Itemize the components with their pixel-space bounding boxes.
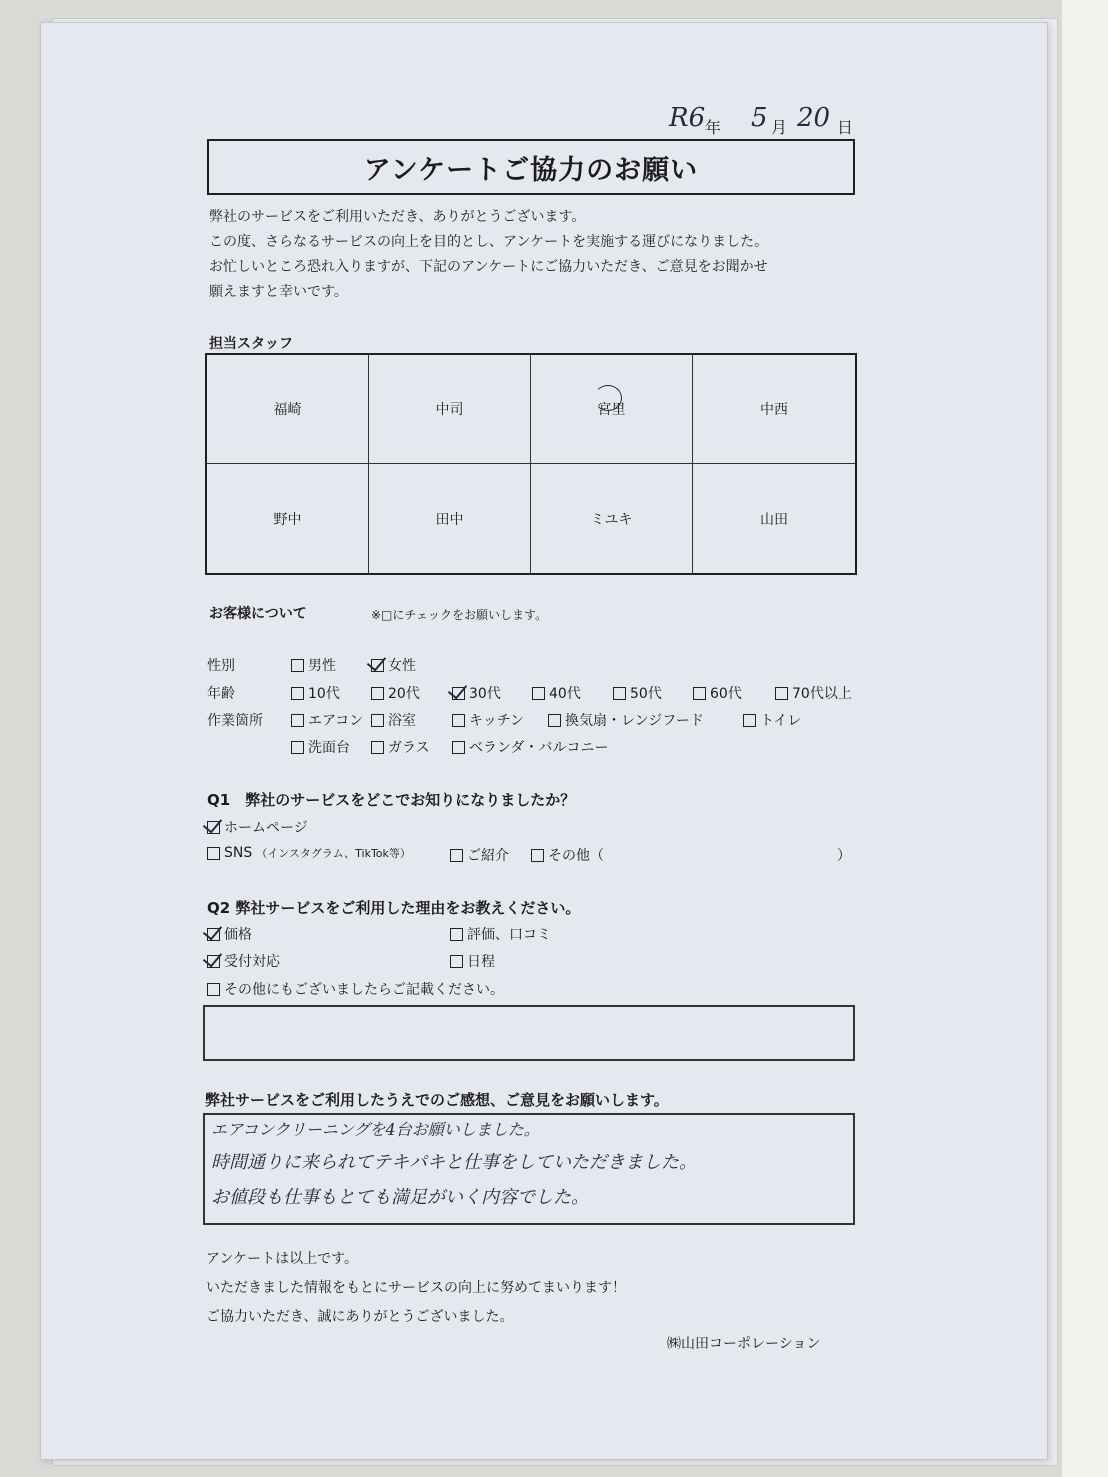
checkbox[interactable] <box>450 928 463 941</box>
checkbox-checked[interactable] <box>207 928 220 941</box>
closing-text <box>206 1245 626 1332</box>
checkbox-checked[interactable] <box>452 687 465 700</box>
q1-option-other[interactable]: その他（ <box>531 845 604 865</box>
staff-cell-circled[interactable]: 宮里 <box>531 355 693 464</box>
checkbox[interactable] <box>450 849 463 862</box>
q2-option-other[interactable]: その他にもございましたらご記載ください。 <box>207 979 504 999</box>
gender-label: 性別 <box>207 658 235 674</box>
q1-question: Q1 弊社のサービスをどこでお知りになりましたか？ <box>207 791 576 809</box>
option-range-hood[interactable]: 換気扇・レンジフード <box>548 710 704 730</box>
q1-close-paren: ） <box>837 848 851 864</box>
checkbox-checked[interactable] <box>207 821 220 834</box>
intro-line: 願えますと幸いです。 <box>209 284 348 300</box>
option-bathroom[interactable]: 浴室 <box>371 710 416 730</box>
checkbox[interactable] <box>452 741 465 754</box>
option-age-30[interactable]: 30代 <box>452 683 501 703</box>
staff-cell[interactable]: 山田 <box>760 511 788 528</box>
handwritten-circle-mark <box>594 385 622 411</box>
intro-line: お忙しいところ恐れ入りますが、下記のアンケートにご協力いただき、ご意見をお聞かせ <box>209 259 768 275</box>
option-kitchen[interactable]: キッチン <box>452 710 524 730</box>
q2-question: Q2 弊社サービスをご利用した理由をお教えください。 <box>207 899 581 917</box>
customer-heading: お客様について <box>209 606 307 622</box>
closing-line: ご協力いただき、誠にありがとうございました。 <box>206 1309 514 1325</box>
q1-option-sns[interactable]: SNS （インスタグラム、TikTok等） <box>207 845 411 861</box>
option-age-70plus[interactable]: 70代以上 <box>775 683 852 703</box>
intro-line: 弊社のサービスをご利用いただき、ありがとうございます。 <box>209 209 586 225</box>
closing-line: アンケートは以上です。 <box>206 1251 359 1267</box>
option-toilet[interactable]: トイレ <box>743 710 801 730</box>
checkbox[interactable] <box>531 849 544 862</box>
checkbox[interactable] <box>207 983 220 996</box>
checkbox[interactable] <box>371 687 384 700</box>
checkbox[interactable] <box>450 955 463 968</box>
feedback-line: 時間通りに来られてテキパキと仕事をしていただきました。 <box>211 1152 697 1173</box>
staff-heading: 担当スタッフ <box>209 336 293 352</box>
option-glass[interactable]: ガラス <box>371 737 430 757</box>
q2-option-reviews[interactable]: 評価、口コミ <box>450 924 551 944</box>
option-male[interactable]: 男性 <box>291 655 336 675</box>
checkbox-checked[interactable] <box>207 955 220 968</box>
feedback-line: お値段も仕事もとても満足がいく内容でした。 <box>211 1187 589 1208</box>
survey-sheet <box>40 22 1048 1460</box>
option-age-60[interactable]: 60代 <box>693 683 742 703</box>
feedback-textbox[interactable] <box>203 1113 855 1225</box>
q2-other-textbox[interactable] <box>203 1005 855 1061</box>
checkbox[interactable] <box>291 659 304 672</box>
checkbox[interactable] <box>743 714 756 727</box>
closing-line: いただきました情報をもとにサービスの向上に努めてまいります！ <box>206 1280 626 1296</box>
staff-cell[interactable]: 中司 <box>369 355 531 464</box>
checkbox[interactable] <box>775 687 788 700</box>
date-month-label: 月 <box>771 118 788 137</box>
desk-surface <box>1062 0 1108 1477</box>
q1-option-homepage[interactable]: ホームページ <box>207 817 308 837</box>
checkbox[interactable] <box>371 741 384 754</box>
checkbox[interactable] <box>693 687 706 700</box>
checkbox[interactable] <box>613 687 626 700</box>
q1-option-referral[interactable]: ご紹介 <box>450 845 509 865</box>
checkbox[interactable] <box>371 714 384 727</box>
checkbox[interactable] <box>452 714 465 727</box>
staff-cell[interactable]: 田中 <box>369 464 531 573</box>
company-name: ㈱山田コーポレーション <box>667 1336 821 1352</box>
intro-line: この度、さらなるサービスの向上を目的とし、アンケートを実施する運びになりました。 <box>209 234 769 250</box>
checkbox[interactable] <box>291 741 304 754</box>
date-day: 20 <box>797 103 831 133</box>
q2-option-schedule[interactable]: 日程 <box>450 951 495 971</box>
option-age-10[interactable]: 10代 <box>291 683 340 703</box>
checkbox[interactable] <box>291 714 304 727</box>
date-day-label: 日 <box>837 118 854 137</box>
option-age-40[interactable]: 40代 <box>532 683 581 703</box>
page-title: アンケートご協力のお願い <box>207 139 855 195</box>
staff-cell[interactable]: 福崎 <box>207 355 369 464</box>
check-note: ※□にチェックをお願いします。 <box>371 608 548 622</box>
intro-text <box>209 205 768 305</box>
option-washbasin[interactable]: 洗面台 <box>291 737 350 757</box>
checkbox[interactable] <box>207 847 220 860</box>
checkbox[interactable] <box>532 687 545 700</box>
feedback-heading: 弊社サービスをご利用したうえでのご感想、ご意見をお願いします。 <box>205 1091 669 1109</box>
q2-option-price[interactable]: 価格 <box>207 924 252 944</box>
work-area-label: 作業箇所 <box>207 713 263 729</box>
date-month: 5 <box>751 103 768 133</box>
staff-cell[interactable]: 中西 <box>693 355 855 464</box>
option-age-50[interactable]: 50代 <box>613 683 662 703</box>
date-year-label: 年 <box>705 118 722 137</box>
staff-grid <box>205 353 857 575</box>
age-label: 年齢 <box>207 686 235 702</box>
staff-cell[interactable]: ミユキ <box>531 464 693 573</box>
checkbox[interactable] <box>291 687 304 700</box>
option-female[interactable]: 女性 <box>371 655 416 675</box>
option-age-20[interactable]: 20代 <box>371 683 420 703</box>
checkbox[interactable] <box>548 714 561 727</box>
q2-option-reception[interactable]: 受付対応 <box>207 951 280 971</box>
option-aircon[interactable]: エアコン <box>291 710 363 730</box>
staff-cell[interactable]: 野中 <box>207 464 369 573</box>
option-veranda[interactable]: ベランダ・バルコニー <box>452 737 608 757</box>
date-era-year: R6 <box>669 103 706 133</box>
feedback-line: エアコンクリーニングを4台お願いしました。 <box>211 1120 540 1139</box>
checkbox-checked[interactable] <box>371 659 384 672</box>
